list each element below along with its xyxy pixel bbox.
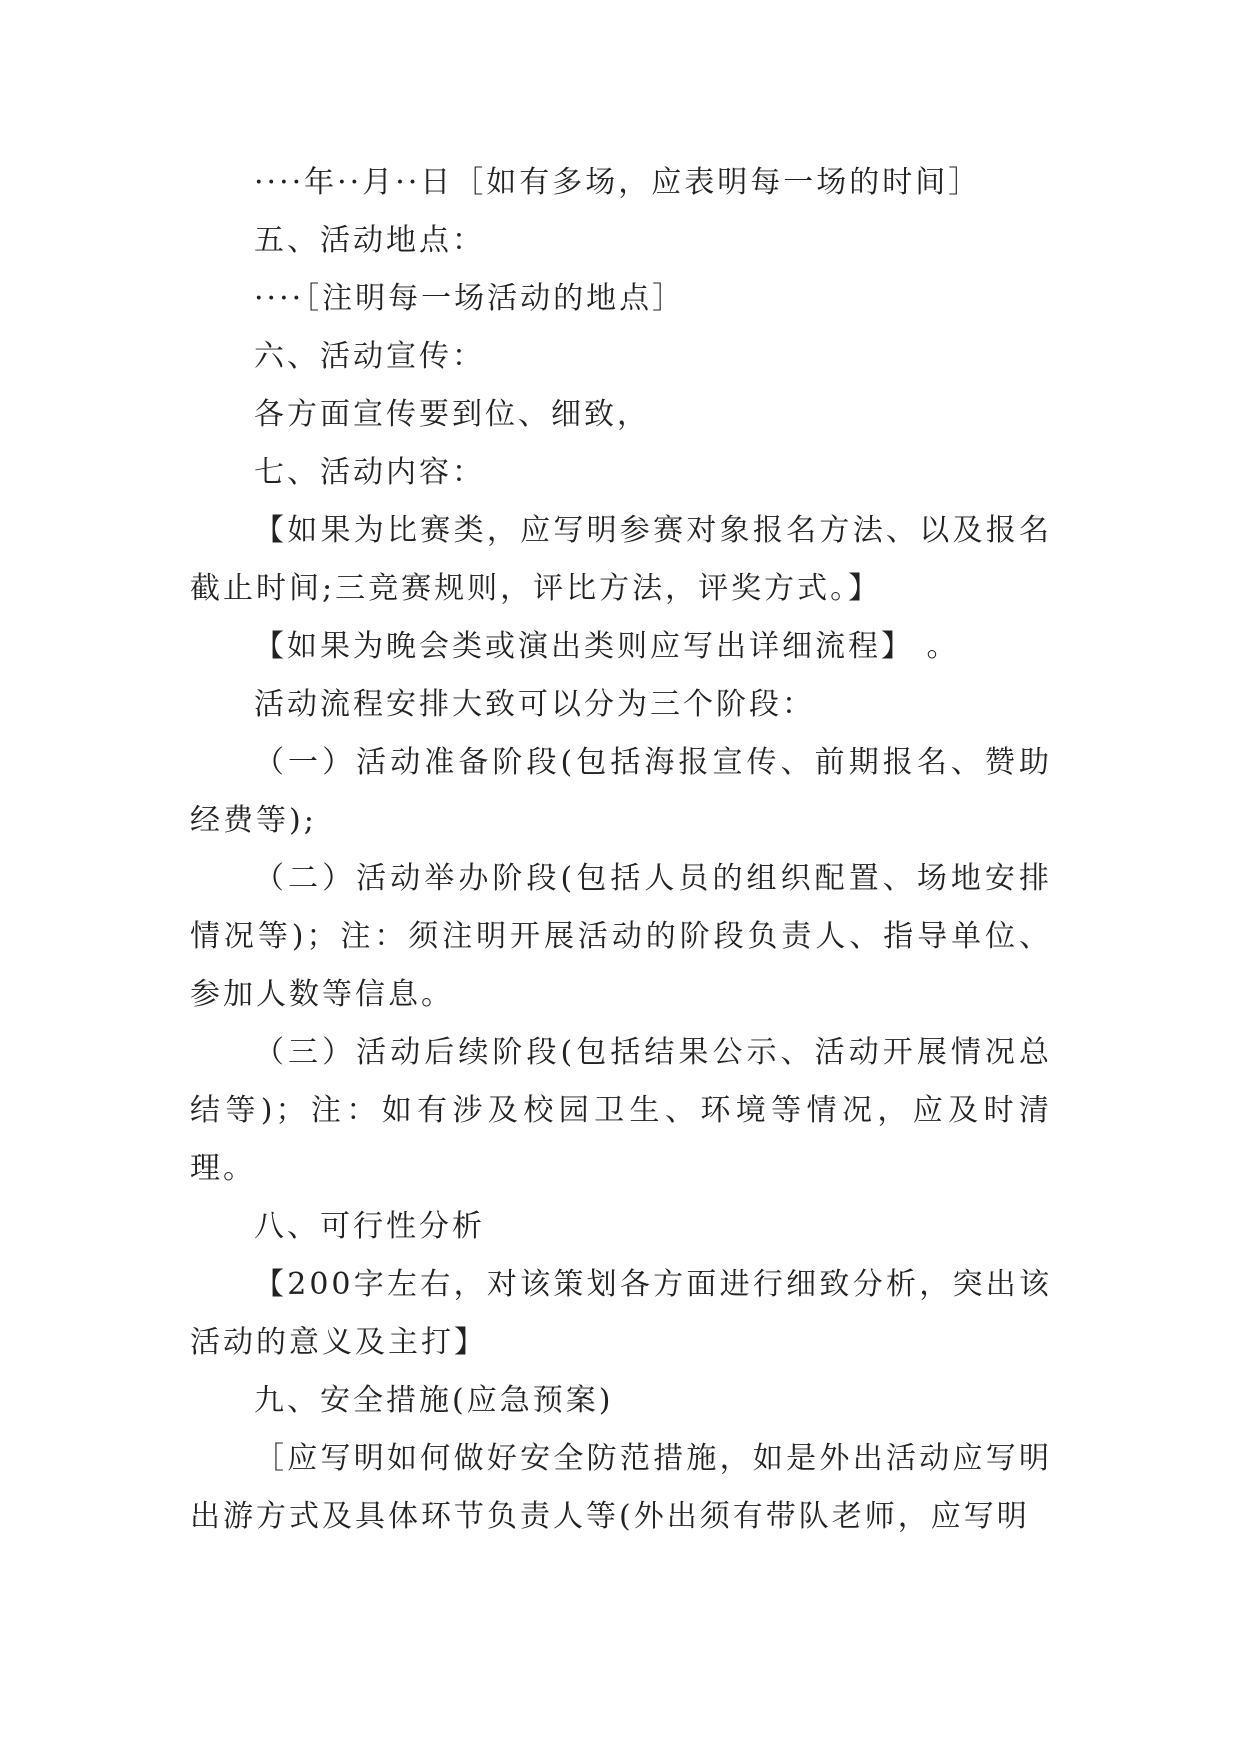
feasibility-paragraph: 【200字左右，对该策划各方面进行细致分析，突出该活动的意义及主打】 <box>190 1267 1052 1360</box>
stage-one-paragraph: （一）活动准备阶段(包括海报宣传、前期报名、赞助经费等); <box>190 745 1052 838</box>
section-heading-location: 五、活动地点： <box>254 223 485 258</box>
date-paragraph: ····年··月··日［如有多场，应表明每一场的时间］ <box>254 165 982 200</box>
safety-paragraph: ［应写明如何做好安全防范措施，如是外出活动应写明出游方式及具体环节负责人等(外出须有带队老师，应写明 <box>190 1441 1052 1534</box>
process-intro-paragraph: 活动流程安排大致可以分为三个阶段： <box>254 687 815 722</box>
section-heading-content: 七、活动内容： <box>254 455 485 490</box>
performance-note-paragraph: 【如果为晚会类或演出类则应写出详细流程】 。 <box>254 629 960 664</box>
stage-three-paragraph: （三）活动后续阶段(包括结果公示、活动开展情况总结等)；注：如有涉及校园卫生、环境等情况，应及时清理。 <box>190 1035 1052 1186</box>
section-heading-publicity: 六、活动宣传： <box>254 339 485 374</box>
publicity-paragraph: 各方面宣传要到位、细致， <box>254 397 650 432</box>
section-heading-feasibility: 八、可行性分析 <box>254 1209 485 1244</box>
stage-two-paragraph: （二）活动举办阶段(包括人员的组织配置、场地安排情况等)；注：须注明开展活动的阶段负责人、指导单位、参加人数等信息。 <box>190 861 1052 1012</box>
location-paragraph: ····［注明每一场活动的地点］ <box>254 281 686 316</box>
section-heading-safety: 九、安全措施(应急预案) <box>254 1383 614 1418</box>
competition-note-paragraph: 【如果为比赛类，应写明参赛对象报名方法、以及报名截止时间;三竞赛规则，评比方法，评奖方式。】 <box>190 513 1052 606</box>
document-body <box>190 154 1052 1546</box>
